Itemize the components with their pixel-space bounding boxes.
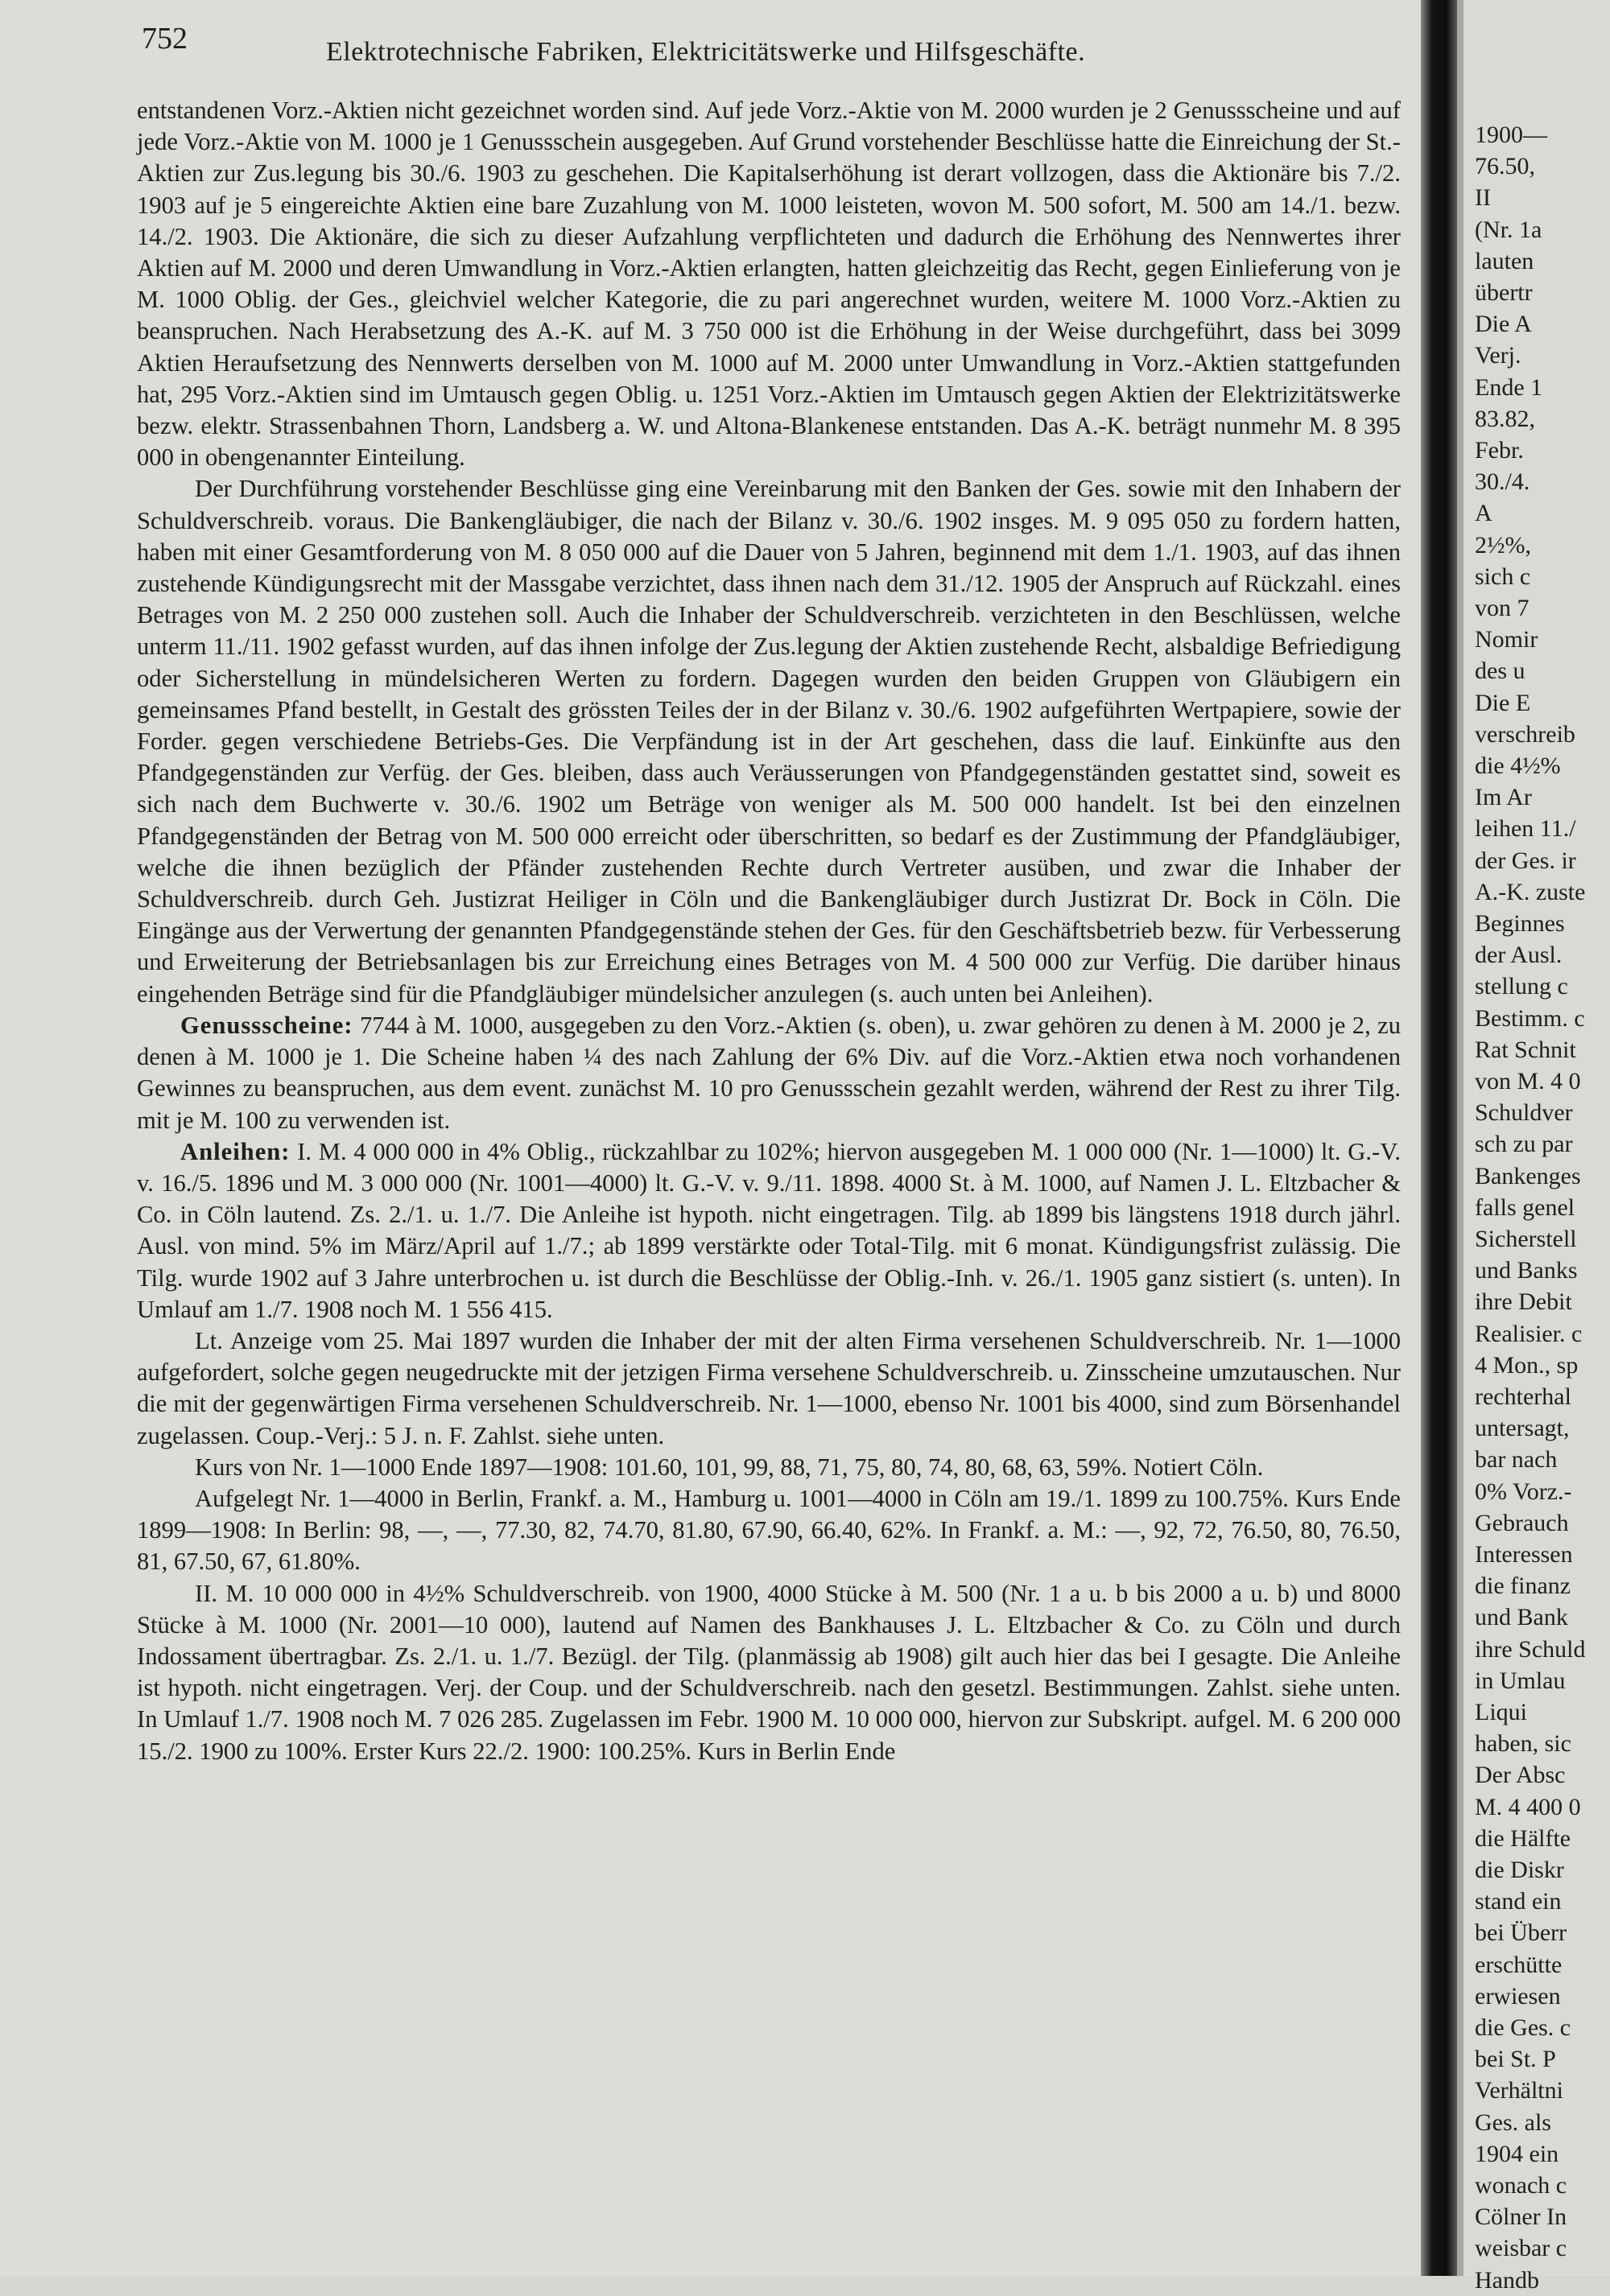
facing-page-line: Bankenges <box>1475 1162 1581 1189</box>
facing-page-line: die Diskr <box>1475 1857 1564 1883</box>
facing-page-line: Die E <box>1475 689 1531 716</box>
anleihen-heading: Anleihen: <box>180 1137 291 1165</box>
facing-page-line: Liqui <box>1475 1699 1527 1725</box>
facing-page-line: 76.50, <box>1475 153 1535 180</box>
facing-page-line: und Bank <box>1475 1604 1568 1631</box>
facing-page-line: A <box>1475 500 1492 527</box>
facing-page-line: 1904 ein <box>1475 2140 1559 2167</box>
facing-page-line: Cölner In <box>1475 2203 1567 2231</box>
facing-page-line: stand ein <box>1475 1888 1562 1915</box>
facing-page-line: Bestimm. c <box>1475 1004 1585 1032</box>
facing-page-line: bei St. P <box>1475 2046 1556 2073</box>
facing-page-line: 83.82, <box>1475 405 1535 432</box>
anleihe-umtausch-notice: Lt. Anzeige vom 25. Mai 1897 wurden die Inhaber der mit der alten Firma versehenen Schuldverschreib. Nr. 1—1000 aufgefordert, solche gegen neugedruckte mit der jetzigen Firma versehene Schuldverschreib. u. Zinsscheine umzutauschen. Nur die mit der gegenwärtigen Firma versehenen Schuldverschreib. Nr. 1—1000, ebenso Nr. 1001 bis 4000, sind zum Börsenhandel zugelassen. Coup.-Verj.: 5 J. n. F. Zahlst. siehe unten. <box>137 1326 1401 1449</box>
facing-page-line: ihre Schuld <box>1475 1635 1586 1663</box>
facing-page-line: die 4½% <box>1475 752 1561 779</box>
facing-page-line: untersagt, <box>1475 1415 1570 1442</box>
paragraph-verpfaendung: Der Durchführung vorstehender Beschlüsse ging eine Vereinbarung mit den Banken der Ges. sowie mit den Inhabern der Schuldverschreib. voraus. Die Bankengläubiger, die nach der Bilanz v. 30./6. 1902 insges. M. 9 095 050 zu fordern hatten, haben mit einer Gesamtforderung von M. 8 050 000 auf die Dauer von 5 Jahren, beginnend mit dem 1./1. 1903, auf das ihnen zustehende Kündigungsrecht mit der Massgabe verzichtet, dass ihnen nach dem 31./12. 1905 der Anspruch auf Rückzahl. eines Betrages von M. 2 250 000 zustehen soll. Auch die Inhaber der Schuldverschreib. verzichteten in den Beschlüssen, welche unterm 11./11. 1902 gefasst wurden, auf das ihnen infolge der Zus.legung der Aktien zustehende Recht, alsbaldige Befriedigung oder Sicherstellung in mündelsicheren Werten zu fordern. Dagegen wurden den beiden Gruppen von Gläubigern ein gemeinsames Pfand bestellt, in Gestalt des grössten Teiles der in der Bilanz v. 30./6. 1902 aufgeführten Wertpapiere, sowie der Forder. gegen verschiedene Betriebs-Ges. Die Verpfändung ist in der Art geschehen, dass die lauf. Einkünfte aus den Pfandgegenständen zur Verfüg. der Ges. bleiben, dass auch Veräusserungen von Pfandgegenständen gestattet sind, soweit es sich nach dem Buchwerte v. 30./6. 1902 um Beträge von weniger als M. 500 000 handelt. Ist bei den einzelnen Pfandgegenständen der Betrag von M. 500 000 erreicht oder überschritten, so bedarf es der Zustimmung der Pfandgläubiger, welche die ihnen bezüglich der Pfänder zustehenden Rechte durch Vertreter ausüben, und zwar die Inhaber der Schuldverschreib. durch Geh. Justizrat Heiliger in Cöln und die Bankengläubiger durch Justizrat Dr. Bock in Cöln. Die Eingänge aus der Verwertung der genannten Pfandgegenstände stehen der Ges. für den Geschäftsbetrieb bezw. für Verbesserung und Erweiterung der Betriebsanlagen bis zur Erreichung eines Betrages von M. 4 500 000 zur Verfüg. Die darüber hinaus eingehenden Beträge sind für die Pfandgläubiger mündelsicher anzulegen (s. auch unten bei Anleihen). <box>137 475 1401 1008</box>
facing-page-line: 4 Mon., sp <box>1475 1351 1579 1379</box>
facing-page-line: Der Absc <box>1475 1762 1566 1789</box>
paragraph-vorz-aktien: entstandenen Vorz.-Aktien nicht gezeichnet worden sind. Auf jede Vorz.-Aktie von M. 2000 wurden je 2 Genussscheine und auf jede Vorz.-Aktie von M. 1000 je 1 Genussschein ausgegeben. Auf Grund vorstehender Beschlüsse hatte die Einreichung der St.-Aktien zur Zus.legung bis 30./6. 1903 zu geschehen. Die Kapitalserhöhung ist derart vollzogen, dass die Aktionäre bis 7./2. 1903 auf je 5 eingereichte Aktien eine bare Zuzahlung von M. 1000 leisteten, wovon M. 500 sofort, M. 500 am 14./1. bezw. 14./2. 1903. Die Aktionäre, die sich zu dieser Aufzahlung verpflichteten und dadurch die Erhöhung des Nennwertes ihrer Aktien auf M. 2000 und deren Umwandlung in Vorz.-Aktien erlangten, hatten gleichzeitig das Recht, gegen Einlieferung von je M. 1000 Oblig. der Ges., gleichviel welcher Kategorie, die zu pari angerechnet wurden, weitere M. 1000 Vorz.-Aktien zu beanspruchen. Nach Herabsetzung des A.-K. auf M. 3 750 000 ist die Erhöhung in der Weise durchgeführt, dass bei 3099 Aktien Heraufsetzung des Nennwerts derselben von M. 1000 auf M. 2000 unter Umwandlung in Vorz.-Aktien stattgefunden hat, 295 Vorz.-Aktien sind im Umtausch gegen Oblig. u. 1251 Vorz.-Aktien im Umtausch gegen Aktien der Elektrizitätswerke bezw. elektr. Strassenbahnen Thorn, Landsberg a. W. und Altona-Blankenese entstanden. Das A.-K. beträgt nunmehr M. 8 395 000 in obengenannter Einteilung. <box>137 97 1401 472</box>
facing-page-line: 2½%, <box>1475 531 1531 559</box>
facing-page-line: falls genel <box>1475 1193 1575 1221</box>
facing-page-line: A.-K. zuste <box>1475 878 1586 905</box>
anleihe-aufgelegt: Aufgelegt Nr. 1—4000 in Berlin, Frankf. a. M., Hamburg u. 1001—4000 in Cöln am 19./1. 1899 zu 100.75%. Kurs Ende 1899—1908: In Berlin: 98, —, —, 77.30, 82, 74.70, 81.80, 67.90, 66.40, 62%. In Frankf. a. M.: —, 92, 72, 76.50, 80, 76.50, 81, 67.50, 67, 61.80%. <box>137 1484 1401 1576</box>
facing-page-line: bei Überr <box>1475 1919 1567 1947</box>
facing-page-line: Ges. als <box>1475 2108 1551 2136</box>
genussscheine-heading: Genussscheine: <box>180 1011 353 1039</box>
book-gutter-edge <box>1457 0 1463 2276</box>
facing-page-line: weisbar c <box>1475 2235 1567 2262</box>
facing-page-line: von M. 4 0 <box>1475 1068 1581 1094</box>
anleihe-kurs-1897-1908: Kurs von Nr. 1—1000 Ende 1897—1908: 101.60, 101, 99, 88, 71, 75, 80, 74, 80, 68, 63, 59%. Notiert Cöln. <box>195 1453 1264 1481</box>
facing-page-line: Realisier. c <box>1475 1320 1583 1347</box>
page-body <box>137 95 1401 1767</box>
facing-page-line: Verj. <box>1475 342 1521 369</box>
facing-page-line: II <box>1475 184 1491 212</box>
facing-page-line: wonach c <box>1475 2172 1567 2199</box>
facing-page-line: Die A <box>1475 311 1532 338</box>
facing-page-line: sch zu par <box>1475 1131 1573 1158</box>
anleihe-i-text: I. M. 4 000 000 in 4% Oblig., rückzahlbar zu 102%; hiervon ausgegeben M. 1 000 000 (Nr. 1—1000) lt. G.-V. v. 16./5. 1896 und M. 3 000 000 (Nr. 1001—4000) lt. G.-V. v. 9./11. 1898. 4000 St. à M. 1000, auf Namen J. L. Eltzbacher & Co. in Cöln lautend. Zs. 2./1. u. 1./7. Die Anleihe ist hypoth. nicht eingetragen. Tilg. ab 1899 bis längstens 1918 durch jährl. Ausl. von mind. 5% im März/April auf 1./7.; ab 1899 verstärkte oder Total-Tilg. mit 6 monat. Kündigungsfrist zulässig. Die Tilg. wurde 1902 auf 3 Jahre unterbrochen u. ist durch die Beschlüsse der Oblig.-Inh. v. 26./1. 1905 ganz sistiert (s. unten). In Umlauf am 1./7. 1908 noch M. 1 556 415. <box>137 1137 1401 1323</box>
facing-page-line: Gebrauch <box>1475 1509 1569 1536</box>
facing-page-line: haben, sic <box>1475 1730 1571 1758</box>
facing-page-line: Im Ar <box>1475 784 1532 811</box>
facing-page-line: 1900— <box>1475 122 1547 148</box>
facing-page-line: ihre Debit <box>1475 1288 1572 1316</box>
genussscheine-text: 7744 à M. 1000, ausgegeben zu den Vorz.-Aktien (s. oben), u. zwar gehören zu denen à M. 2000 je 2, zu denen à M. 1000 je 1. Die Scheine haben ¼ des nach Zahlung der 6% Div. auf die Vorz.-Aktien etwa noch vorhandenen Gewinnes zu beanspruchen, aus dem event. zunächst M. 10 pro Genussschein gezahlt werden, während der Rest zu ihrer Tilg. mit je M. 100 zu verwenden ist. <box>137 1011 1401 1134</box>
facing-page-line: Ende 1 <box>1475 373 1543 401</box>
section-genussscheine <box>137 1010 1401 1136</box>
facing-page-line: der Ausl. <box>1475 942 1563 969</box>
facing-page-fragment <box>1463 0 1610 2294</box>
facing-page-line: M. 4 400 0 <box>1475 1793 1581 1820</box>
facing-page-line: (Nr. 1a <box>1475 216 1542 243</box>
facing-page-line: 0% Vorz.- <box>1475 1478 1572 1505</box>
facing-page-line: erwiesen <box>1475 1982 1561 2010</box>
facing-page-line: Handb <box>1475 2266 1539 2294</box>
facing-page-line: lauten <box>1475 247 1534 274</box>
facing-page-line: erschütte <box>1475 1951 1563 1978</box>
facing-page-line: Verhältni <box>1475 2077 1563 2104</box>
section-anleihen <box>137 1136 1401 1325</box>
facing-page-line: die Ges. c <box>1475 2014 1571 2041</box>
facing-page-line: Interessen <box>1475 1541 1573 1568</box>
facing-page-line: 30./4. <box>1475 468 1530 496</box>
page-number: 752 <box>142 22 188 56</box>
facing-page-line: in Umlau <box>1475 1667 1566 1694</box>
facing-page-line: Febr. <box>1475 437 1524 464</box>
facing-page-line: Schuldver <box>1475 1099 1573 1127</box>
facing-page-line: die finanz <box>1475 1573 1571 1600</box>
facing-page-line: leihen 11./ <box>1475 815 1576 843</box>
facing-page-line: Nomir <box>1475 626 1538 653</box>
facing-page-line: Rat Schnit <box>1475 1036 1576 1063</box>
facing-page-line: Sicherstell <box>1475 1226 1577 1252</box>
facing-page-line: die Hälfte <box>1475 1824 1571 1852</box>
facing-page-line: Beginnes <box>1475 910 1565 937</box>
facing-page-line: des u <box>1475 657 1525 685</box>
facing-page-line: bar nach <box>1475 1446 1558 1474</box>
facing-page-line: stellung c <box>1475 973 1568 1000</box>
anleihe-ii-text: II. M. 10 000 000 in 4½% Schuldverschreib. von 1900, 4000 Stücke à M. 500 (Nr. 1 a u. b bis 2000 a u. b) und 8000 Stücke à M. 1000 (Nr. 2001—10 000), lautend auf Namen des Bankhauses J. L. Eltzbacher & Co. zu Cöln und durch Indossament übertragbar. Zs. 2./1. u. 1./7. Bezügl. der Tilg. (planmässig ab 1908) gilt auch hier das bei I gesagte. Die Anleihe ist hypoth. nicht eingetragen. Verj. der Coup. und der Schuldverschreib. nach den gesetzl. Bestimmungen. Zahlst. siehe unten. In Umlauf 1./7. 1908 noch M. 7 026 285. Zugelassen im Febr. 1900 M. 10 000 000, hiervon zur Subskript. aufgel. M. 6 200 000 15./2. 1900 zu 100%. Erster Kurs 22./2. 1900: 100.25%. Kurs in Berlin Ende <box>137 1579 1401 1765</box>
facing-page-line: der Ges. ir <box>1475 847 1576 874</box>
facing-page-line: sich c <box>1475 563 1531 590</box>
book-gutter-shadow <box>1421 0 1457 2276</box>
facing-page-line: rechterhal <box>1475 1383 1571 1410</box>
running-title: Elektrotechnische Fabriken, Elektricitätswerke und Hilfsgeschäfte. <box>326 37 1086 67</box>
facing-page-line: übertr <box>1475 279 1533 306</box>
facing-page-line: verschreib <box>1475 720 1575 748</box>
facing-page-line: von 7 <box>1475 595 1530 621</box>
facing-page-line: und Banks <box>1475 1257 1578 1284</box>
